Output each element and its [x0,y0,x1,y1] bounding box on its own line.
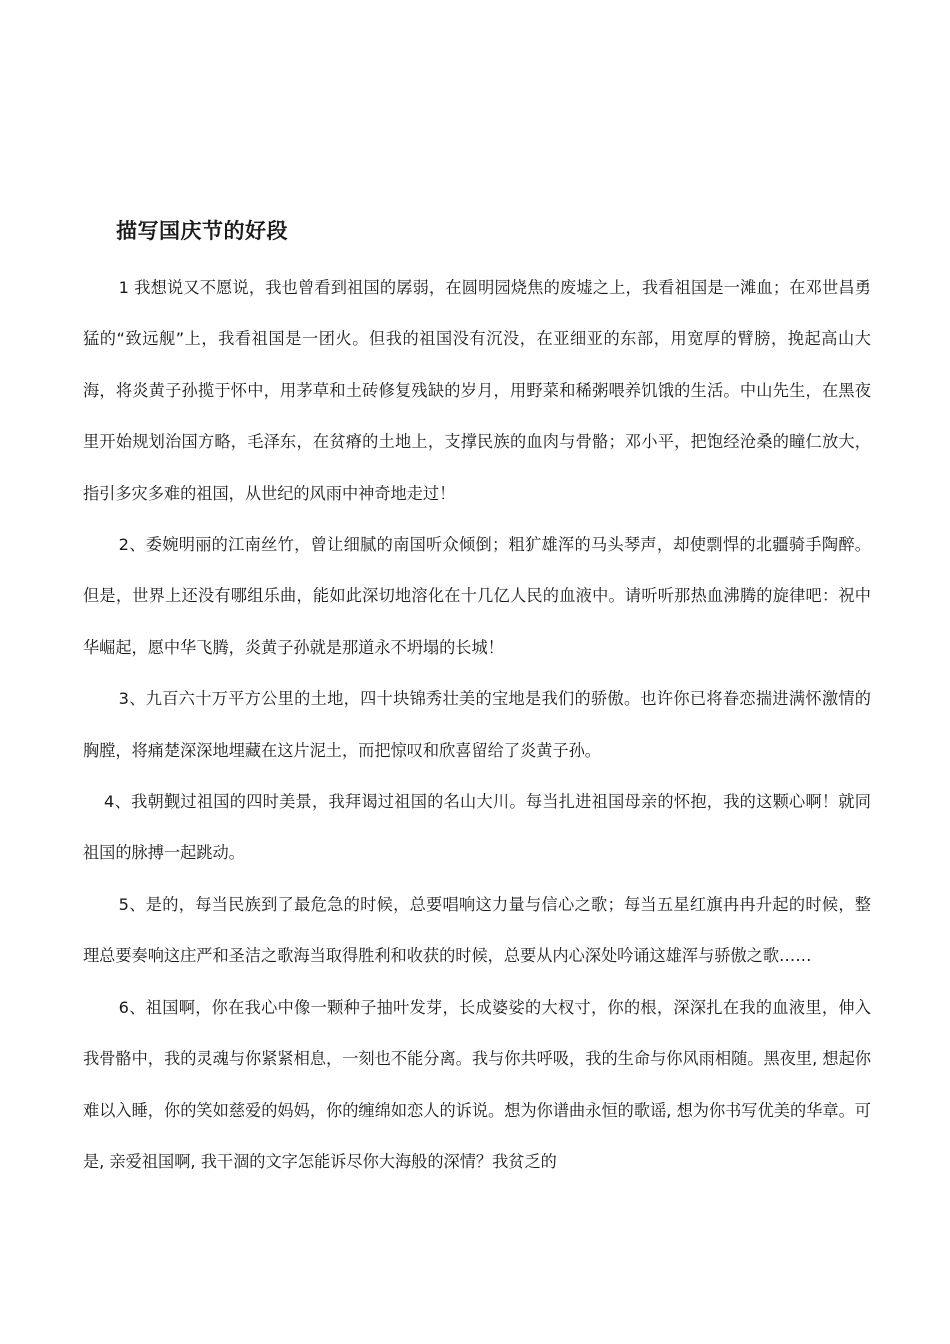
document-title: 描写国庆节的好段 [116,219,288,243]
paragraph-4: 4、我朝觐过祖国的四时美景，我拜谒过祖国的名山大川。每当扎进祖国母亲的怀抱，我的这颗心啊！就同祖国的脉搏一起跳动。 [83,792,871,863]
document-body [83,262,871,1187]
paragraph-6: 6、祖国啊，你在我心中像一颗种子抽叶发芽，长成婆娑的大杈寸，你的根，深深扎在我的血液里，伸入我骨骼中，我的灵魂与你紧紧相息，一刻也不能分离。我与你共呼吸，我的生命与你风雨相随。黑夜里, 想起你难以入睡，你的笑如慈爱的妈妈，你的缠绵如恋人的诉说。想为你谱曲永恒的歌谣, 想为你书写优美的华章。可是, 亲爱祖国啊, 我干涸的文字怎能诉尽你大海般的深情？我贫乏的 [83,997,871,1171]
paragraph-3: 3、九百六十万平方公里的土地，四十块锦秀壮美的宝地是我们的骄傲。也许你已将眷恋揣进满怀激情的胸膛，将痛楚深深地埋藏在这片泥土，而把惊叹和欣喜留给了炎黄子孙。 [83,689,871,760]
paragraph-5: 5、是的，每当民族到了最危急的时候，总要唱响这力量与信心之歌；每当五星红旗冉冉升起的时候，整理总要奏响这庄严和圣洁之歌海当取得胜利和收获的时候，总要从内心深处吟诵这雄浑与骄傲之歌…… [83,894,871,966]
paragraph-2: 2、委婉明丽的江南丝竹，曾让细腻的南国听众倾倒；粗犷雄浑的马头琴声，却使剽悍的北疆骑手陶醉。但是，世界上还没有哪组乐曲，能如此深切地溶化在十几亿人民的血液中。请听听那热血沸腾的旋律吧：祝中华崛起，愿中华飞腾，炎黄子孙就是那道永不坍塌的长城！ [83,535,871,657]
paragraph-1: 1 我想说又不愿说，我也曾看到祖国的孱弱，在圆明园烧焦的废墟之上，我看祖国是一滩血；在邓世昌勇猛的“致远舰”上，我看祖国是一团火。但我的祖国没有沉没，在亚细亚的东部，用宽厚的臂膀，挽起高山大海，将炎黄子孙揽于怀中，用茅草和土砖修复残缺的岁月，用野菜和稀粥喂养饥饿的生活。中山先生，在黑夜里开始规划治国方略，毛泽东，在贫瘠的土地上，支撑民族的血肉与骨骼；邓小平，把饱经沧桑的瞳仁放大，指引多灾多难的祖国，从世纪的风雨中神奇地走过！ [83,278,871,503]
